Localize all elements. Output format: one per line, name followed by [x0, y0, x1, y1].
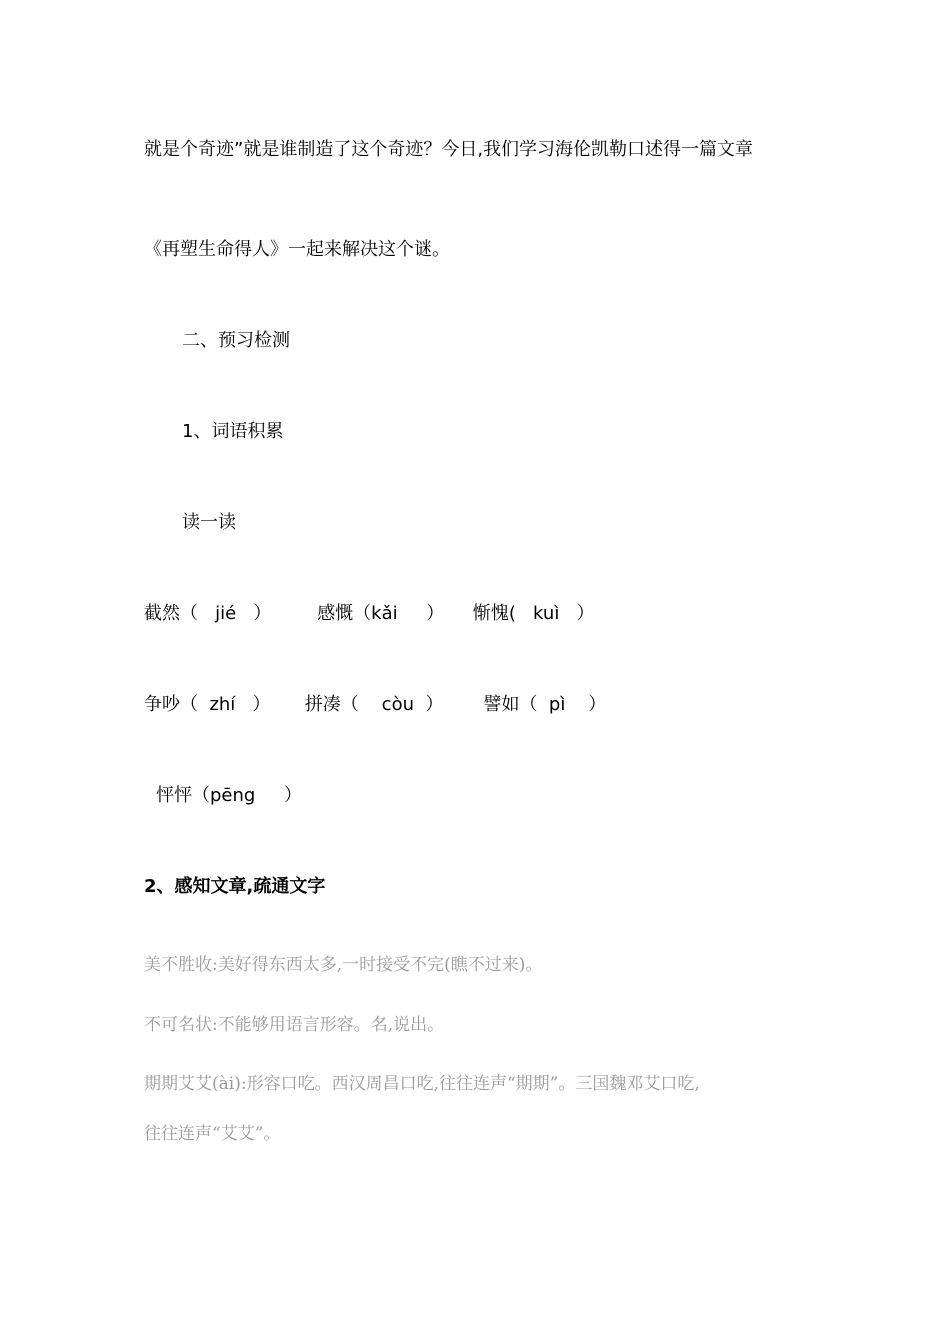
vocab-row-1: 截然（ jié ） 感慨（kǎi ） 惭愧( kuì ）	[144, 603, 595, 624]
definition-3-line-2: 往往连声“艾艾”。	[144, 1124, 281, 1144]
vocab-row-2: 争吵（ zhí ） 拼凑（ còu ） 譬如（ pì ）	[144, 694, 607, 715]
definition-1: 美不胜收:美好得东西太多,一时接受不完(瞧不过来)。	[144, 955, 543, 975]
subheading-word-accumulation: 1、词语积累	[182, 421, 284, 442]
intro-line-2: 《再塑生命得人》一起来解决这个谜。	[144, 239, 450, 260]
intro-line-1: 就是个奇迹”就是谁制造了这个奇迹？今日,我们学习海伦凯勒口述得一篇文章	[144, 139, 754, 160]
section-heading-preview-check: 二、预习检测	[182, 330, 290, 351]
definition-2: 不可名状:不能够用语言形容。名,说出。	[144, 1015, 445, 1035]
section-heading-understand-text: 2、感知文章,疏通文字	[144, 876, 326, 897]
read-label: 读一读	[182, 512, 236, 533]
definition-3-line-1: 期期艾艾(ài):形容口吃。西汉周昌口吃,往往连声“期期”。三国魏邓艾口吃,	[144, 1074, 700, 1094]
vocab-row-3: 怦怦（pēng ）	[156, 785, 302, 806]
